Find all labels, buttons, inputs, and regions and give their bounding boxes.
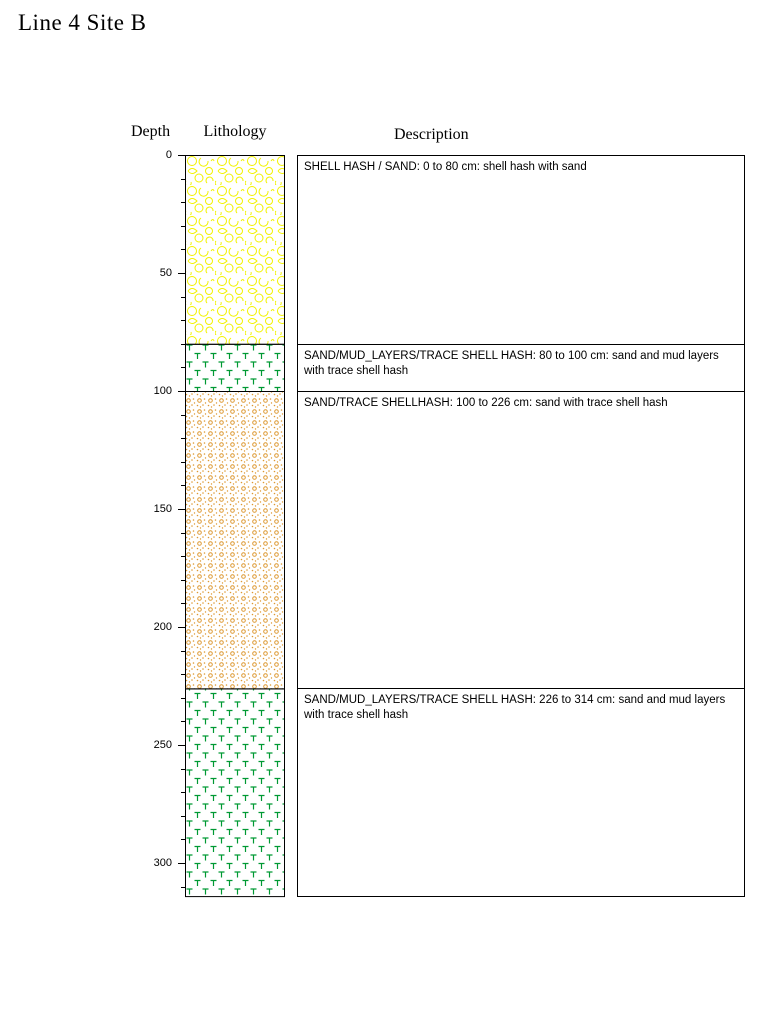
- depth-tick: [178, 745, 185, 746]
- description-box: [297, 155, 745, 345]
- description-box: [297, 391, 745, 689]
- description-column-header: Description: [394, 126, 469, 143]
- description-text: SAND/TRACE SHELLHASH: 100 to 226 cm: sand with trace shell hash: [304, 397, 668, 409]
- description-text: SAND/MUD_LAYERS/TRACE SHELL HASH: 80 to 100 cm: sand and mud layers with trace shell hash: [304, 349, 719, 377]
- depth-column-header: Depth: [131, 123, 171, 140]
- depth-tick-label: 100: [153, 385, 172, 397]
- depth-tick: [178, 863, 185, 864]
- lithology-column: [185, 155, 285, 898]
- depth-tick-label: 300: [153, 857, 172, 869]
- depth-tick: [178, 155, 185, 156]
- description-text: SAND/MUD_LAYERS/TRACE SHELL HASH: 226 to 314 cm: sand and mud layers with trace shell hash: [304, 694, 726, 722]
- depth-tick-label: 0: [165, 149, 172, 161]
- depth-tick-label: 250: [153, 739, 172, 751]
- lithology-interval-shell-hash-sand: [186, 156, 285, 345]
- depth-tick-label: 50: [159, 267, 172, 279]
- lithology-interval-sand-mud-layers-trace-shell-hash: [186, 344, 285, 391]
- depth-tick: [178, 509, 185, 510]
- description-column: [297, 155, 745, 898]
- lithology-interval-sand-mud-layers-trace-shell-hash: [186, 689, 285, 897]
- lithology-interval-sand-trace-shellhash: [186, 392, 285, 689]
- depth-tick-label: 150: [153, 503, 172, 515]
- depth-tick: [178, 627, 185, 628]
- description-box: [297, 344, 745, 392]
- description-text: SHELL HASH / SAND: 0 to 80 cm: shell hash with sand: [304, 161, 587, 173]
- depth-tick-label: 200: [153, 621, 172, 633]
- lithology-column-header: Lithology: [203, 123, 267, 140]
- depth-tick: [178, 273, 185, 274]
- description-box: [297, 688, 745, 897]
- depth-axis: [120, 149, 185, 915]
- depth-tick: [178, 391, 185, 392]
- page-title: Line 4 Site B: [18, 10, 147, 35]
